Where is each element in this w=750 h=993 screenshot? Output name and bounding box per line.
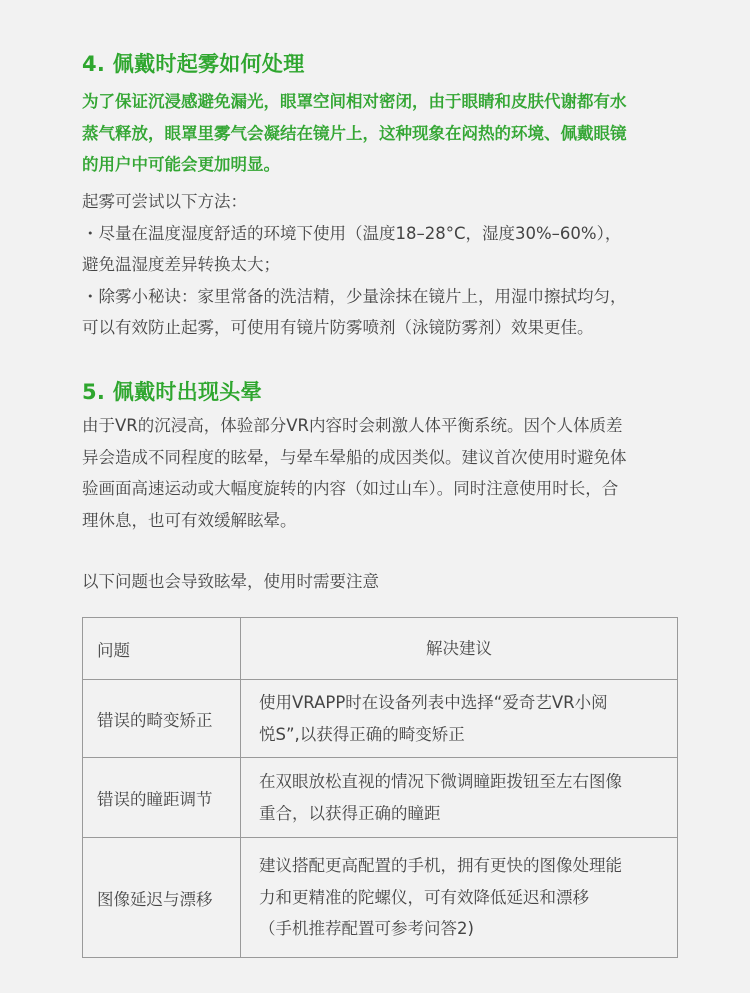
text-line: 为了保证沉浸感避免漏光，眼罩空间相对密闭，由于眼睛和皮肤代谢都有水 [82,92,627,111]
text-line: 理休息，也可有效缓解眩晕。 [82,510,297,530]
table-intro: 以下问题也会导致眩晕，使用时需要注意 [82,572,379,591]
section5-title: 5. 佩戴时出现头晕 [82,380,262,404]
text-line: ・尽量在温度湿度舒适的环境下使用（温度18–28°C，湿度30%–60%）， [82,223,622,243]
solution-cell [241,758,678,838]
table-row [83,838,678,958]
solution-cell [241,838,678,958]
text-line: 在双眼放松直视的情况下微调瞳距拨钮至左右图像 [259,772,622,791]
section4-methods [82,186,682,344]
text-line: 悦S”,以获得正确的畸变矫正 [259,724,465,744]
problem-cell: 图像延迟与漂移 [83,838,241,958]
section4-title: 4. 佩戴时起雾如何处理 [82,52,305,76]
table-header-row [83,618,678,680]
text-line: 力和更精准的陀螺仪，可有效降低延迟和漂移 [259,887,589,907]
section4-intro [82,86,682,181]
problem-cell: 错误的瞳距调节 [83,758,241,838]
text-line: 起雾可尝试以下方法： [82,192,247,211]
table-row [83,680,678,758]
table-row [83,758,678,838]
text-line: 验画面高速运动或大幅度旋转的内容（如过山车）。同时注意使用时长，合 [82,479,619,498]
problem-cell: 错误的畸变矫正 [83,680,241,758]
text-line: 的用户中可能会更加明显。 [82,155,280,174]
dizziness-table [82,617,678,958]
header-solution: 解决建议 [241,618,678,680]
text-line: 可以有效防止起雾，可使用有镜片防雾喷剂（泳镜防雾剂）效果更佳。 [82,318,594,337]
solution-cell [241,680,678,758]
text-line: 建议搭配更高配置的手机，拥有更快的图像处理能 [259,856,622,876]
text-line: 避免温湿度差异转换太大； [82,255,280,274]
header-problem: 问题 [83,618,241,680]
section5-body [82,410,682,536]
text-line: 重合，以获得正确的瞳距 [259,803,441,823]
text-line: 蒸气释放，眼罩里雾气会凝结在镜片上，这种现象在闷热的环境、佩戴眼镜 [82,123,627,143]
text-line: 异会造成不同程度的眩晕，与晕车晕船的成因类似。建议首次使用时避免体 [82,447,627,467]
text-line: 由于VR的沉浸高，体验部分VR内容时会刺激人体平衡系统。因个人体质差 [82,416,623,435]
text-line: （手机推荐配置可参考问答2) [259,919,474,939]
text-line: ・除雾小秘诀：家里常备的洗洁精，少量涂抹在镜片上，用湿巾擦拭均匀， [82,286,627,306]
text-line: 使用VRAPP时在设备列表中选择“爱奇艺VR小阅 [259,693,608,712]
